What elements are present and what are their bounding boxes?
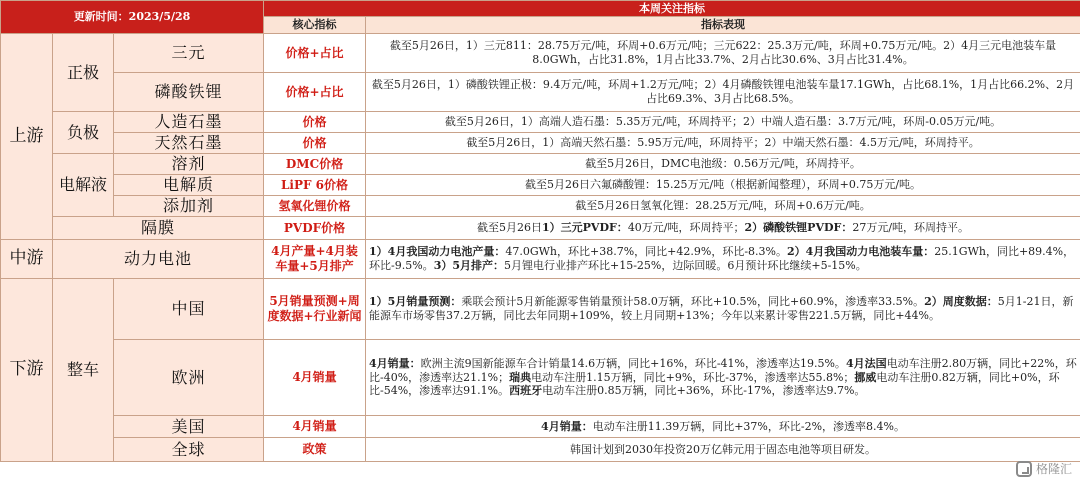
indicator-electrolyte: LiPF 6价格	[264, 175, 366, 196]
perf-separator-text-2: 40万元/吨，环周持平；	[627, 221, 745, 235]
perf-china-bold-1: 1）5月销量预测：	[369, 295, 462, 309]
item-global: 全球	[114, 438, 264, 462]
perf-ternary: 截至5月26日，1）三元811：28.75万元/吨，环周+0.6万元/吨；三元622：25.3万元/吨，环周+0.75万元/吨。2）4月三元电池装车量8.0GWh，占比31.8%，1月占比33.7%、2月占比30.6%、3月占比31.4%。	[366, 34, 1080, 73]
perf-additive: 截至5月26日氢氧化锂：28.25万元/吨，环周+0.6万元/吨。	[366, 196, 1080, 217]
perf-lfp: 截至5月26日，1）磷酸铁锂正极：9.4万元/吨，环周+1.2万元/吨；2）4月磷酸铁锂电池装车量17.1GWh，占比68.1%，1月占比66.2%、2月占比69.3%、3月占比68.5%。	[366, 73, 1080, 112]
subcat-cathode: 正极	[53, 34, 114, 112]
indicator-artificial-graphite: 价格	[264, 112, 366, 133]
item-artificial-graphite: 人造石墨	[114, 112, 264, 133]
perf-solvent: 截至5月26日，DMC电池级：0.56万元/吨，环周持平。	[366, 154, 1080, 175]
indicator-power-battery: 4月产量+4月装车量+5月排产	[264, 240, 366, 279]
perf-europe-bold-3: 瑞典	[509, 370, 532, 384]
perf-usa-text-1: 电动车注册11.39万辆，同比+37%，环比-2%，渗透率8.4%。	[592, 419, 905, 433]
perf-europe-bold-1: 4月销量：	[369, 356, 421, 370]
perf-power-battery-text-2: 25.1GWh，同比+89.4%，环比-9.5%。	[369, 245, 1075, 272]
perf-china-text-1: 乘联会预计5月新能源零售销量预计58.0万辆，环比+10.5%，同比+60.9%，渗透率33.5%。	[461, 295, 925, 309]
perf-separator	[366, 217, 1080, 240]
indicator-additive: 氢氧化锂价格	[264, 196, 366, 217]
perf-europe-bold-2: 4月法国	[845, 356, 887, 370]
focus-title: 本周关注指标	[264, 1, 1080, 17]
category-upstream: 上游	[1, 34, 53, 240]
indicator-ternary: 价格+占比	[264, 34, 366, 73]
perf-europe-text-5: 电动车注册0.85万辆，同比+36%，环比-17%，渗透率达9.7%。	[542, 384, 866, 398]
perf-europe-text-2: 电动车注册2.80万辆，同比+22%，环比-40%，渗透率达21.1%；	[369, 356, 1077, 384]
item-europe: 欧洲	[114, 340, 264, 416]
perf-power-battery-text-1: 47.0GWh，环比+38.7%，同比+42.9%，环比-8.3%。	[505, 245, 787, 259]
watermark	[1016, 460, 1072, 477]
perf-electrolyte: 截至5月26日六氟磷酸锂：15.25万元/吨（根据新闻整理），环周+0.75万元/吨。	[366, 175, 1080, 196]
indicator-china: 5月销量预测+周度数据+行业新闻	[264, 279, 366, 340]
item-usa: 美国	[114, 416, 264, 438]
perf-usa-bold-1: 4月销量：	[541, 419, 593, 433]
perf-europe-bold-4: 挪威	[854, 370, 877, 384]
indicator-europe: 4月销量	[264, 340, 366, 416]
indicator-global: 政策	[264, 438, 366, 462]
col-header-perf: 指标表现	[366, 17, 1080, 34]
perf-europe-text-1: 欧洲主流9国新能源车合计销量14.6万辆，同比+16%，环比-41%，渗透率达19.5%。	[420, 356, 846, 370]
perf-power-battery-bold-1: 1）4月我国动力电池产量：	[369, 245, 506, 259]
indicator-separator: PVDF价格	[264, 217, 366, 240]
watermark-text: 格隆汇	[1035, 462, 1072, 476]
perf-separator-text-1: 截至5月26日	[477, 221, 542, 235]
perf-europe-text-3: 电动车注册1.15万辆，同比+9%，环比-37%，渗透率达55.8%；	[531, 370, 855, 384]
brand-logo-icon	[1016, 461, 1032, 477]
item-electrolyte: 电解质	[114, 175, 264, 196]
subcat-electrolyte: 电解液	[53, 154, 114, 217]
item-separator: 隔膜	[53, 217, 264, 240]
perf-power-battery-text-3: 5月锂电行业排产环比+15-25%，边际回暖。6月预计环比继续+5-15%。	[504, 259, 867, 272]
perf-power-battery-bold-2: 2）4月我国动力电池装车量：	[786, 245, 935, 259]
category-downstream: 下游	[1, 279, 53, 462]
subcat-vehicle: 整车	[53, 279, 114, 462]
perf-separator-bold-1: 1）三元PVDF：	[542, 221, 628, 235]
perf-europe	[366, 340, 1080, 416]
perf-separator-text-3: 27万元/吨，环周持平。	[852, 221, 970, 235]
col-header-core: 核心指标	[264, 17, 366, 34]
update-time: 更新时间：2023/5/28	[1, 1, 264, 34]
perf-china	[366, 279, 1080, 340]
indicator-lfp: 价格+占比	[264, 73, 366, 112]
item-natural-graphite: 天然石墨	[114, 133, 264, 154]
perf-global: 韩国计划到2030年投资20万亿韩元用于固态电池等项目研发。	[366, 438, 1080, 462]
item-china: 中国	[114, 279, 264, 340]
perf-power-battery-bold-3: 3）5月排产：	[433, 259, 504, 272]
perf-europe-bold-5: 西班牙	[509, 384, 543, 398]
perf-power-battery	[366, 240, 1080, 279]
subcat-anode: 负极	[53, 112, 114, 154]
perf-china-bold-2: 2）周度数据：	[924, 295, 998, 309]
item-additive: 添加剂	[114, 196, 264, 217]
perf-usa	[366, 416, 1080, 438]
perf-artificial-graphite: 截至5月26日，1）高端人造石墨：5.35万元/吨，环周持平；2）中端人造石墨：3.7万元/吨，环周-0.05万元/吨。	[366, 112, 1080, 133]
item-power-battery: 动力电池	[53, 240, 264, 279]
category-midstream: 中游	[1, 240, 53, 279]
item-ternary: 三元	[114, 34, 264, 73]
perf-china-text-2: 5月1-21日，新能源车市场零售37.2万辆，同比去年同期+109%，较上月同期+13%；今年以来累计零售221.5万辆，同比+44%。	[369, 295, 1074, 322]
indicator-solvent: DMC价格	[264, 154, 366, 175]
indicator-natural-graphite: 价格	[264, 133, 366, 154]
perf-natural-graphite: 截至5月26日，1）高端天然石墨：5.95万元/吨，环周持平；2）中端天然石墨：4.5万元/吨，环周持平。	[366, 133, 1080, 154]
indicator-usa: 4月销量	[264, 416, 366, 438]
item-solvent: 溶剂	[114, 154, 264, 175]
perf-europe-text-4: 电动车注册0.82万辆，同比+0%，环比-54%，渗透率达91.1%。	[369, 370, 1060, 398]
perf-separator-bold-2: 2）磷酸铁锂PVDF：	[744, 221, 853, 235]
item-lfp: 磷酸铁锂	[114, 73, 264, 112]
